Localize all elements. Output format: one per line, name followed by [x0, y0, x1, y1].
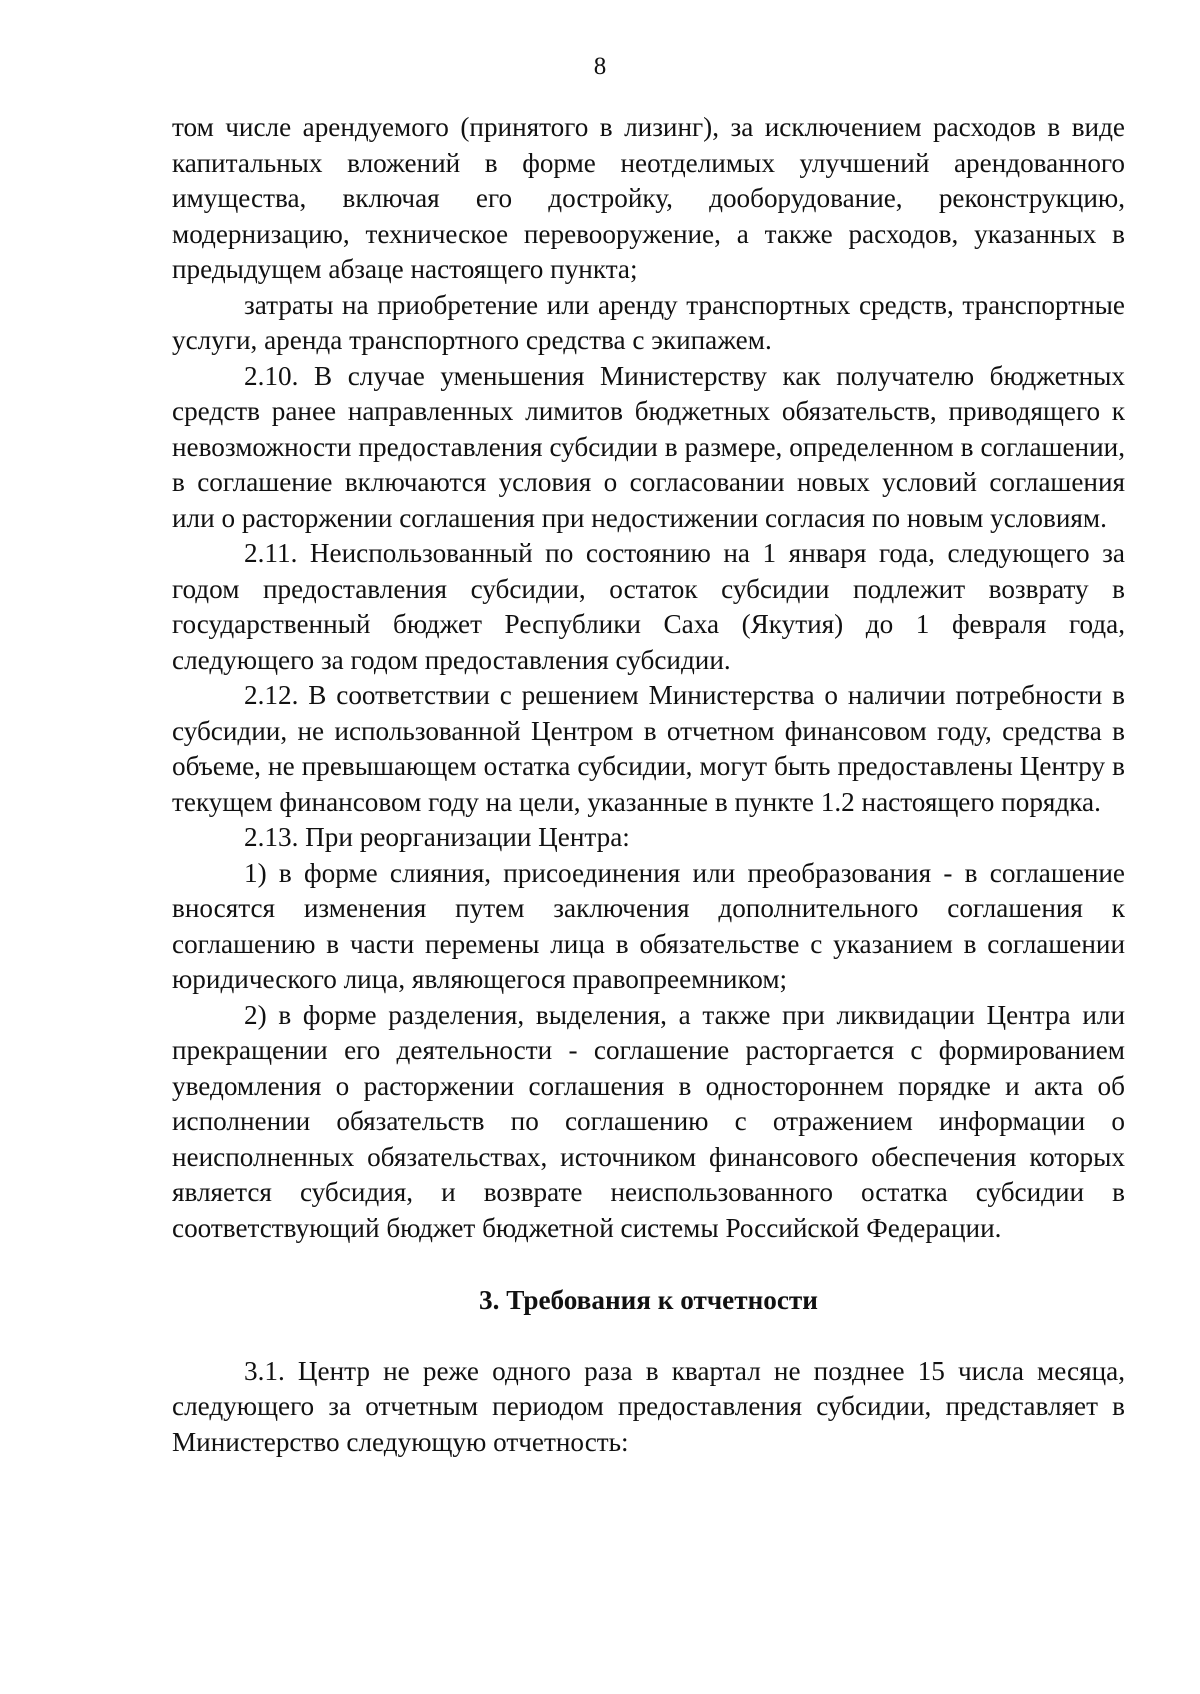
document-body — [172, 110, 1125, 1460]
paragraph-2-10: 2.10. В случае уменьшения Министерству как получателю бюджетных средств ранее направленных лимитов бюджетных обязательств, приводящего к невозможности предоставления субсидии в размере, определенном в соглашении, в соглашение включаются условия о согласовании новых условий соглашения или о расторжении соглашения при недостижении согласия по новым условиям. — [172, 360, 1125, 533]
paragraph-2-13-item-1: 1) в форме слияния, присоединения или преобразования - в соглашение вносятся изменения путем заключения дополнительного соглашения к соглашению в части перемены лица в обязательстве с указанием в соглашении юридического лица, являющегося правопреемником; — [172, 857, 1125, 994]
paragraph-continuation: том числе арендуемого (принятого в лизинг), за исключением расходов в виде капитальных вложений в форме неотделимых улучшений арендованного имущества, включая его достройку, дооборудование, реконструкцию, модернизацию, техническое перевооружение, а также расходов, указанных в предыдущем абзаце настоящего пункта; — [172, 112, 1125, 284]
paragraph-transport-costs: затраты на приобретение или аренду транспортных средств, транспортные услуги, аренда транспортного средства с экипажем. — [172, 289, 1125, 355]
paragraph-2-13: 2.13. При реорганизации Центра: — [244, 822, 630, 852]
section-heading: 3. Требования к отчетности — [479, 1285, 818, 1315]
page-number: 8 — [593, 53, 607, 80]
paragraph-3-1: 3.1. Центр не реже одного раза в квартал не позднее 15 числа месяца, следующего за отчетным периодом предоставления субсидии, представляет в Министерство следующую отчетность: — [172, 1355, 1125, 1457]
paragraph-2-11: 2.11. Неиспользованный по состоянию на 1 января года, следующего за годом предоставления субсидии, остаток субсидии подлежит возврату в государственный бюджет Республики Саха (Якутия) до 1 февраля года, следующего за годом предоставления субсидии. — [172, 538, 1125, 675]
paragraph-2-12: 2.12. В соответствии с решением Министерства о наличии потребности в субсидии, не использованной Центром в отчетном финансовом году, средства в объеме, не превышающем остатка субсидии, могут быть предоставлены Центру в текущем финансовом году на цели, указанные в пункте 1.2 настоящего порядка. — [172, 680, 1125, 817]
paragraph-2-13-item-2: 2) в форме разделения, выделения, а также при ликвидации Центра или прекращении его деятельности - соглашение расторгается с формированием уведомления о расторжении соглашения в одностороннем порядке и акта об исполнении обязательств по соглашению с отражением информации о неисполненных обязательствах, источником финансового обеспечения которых является субсидия, и возврате неиспользованного остатка субсидии в соответствующий бюджет бюджетной системы Российской Федерации. — [172, 999, 1125, 1243]
